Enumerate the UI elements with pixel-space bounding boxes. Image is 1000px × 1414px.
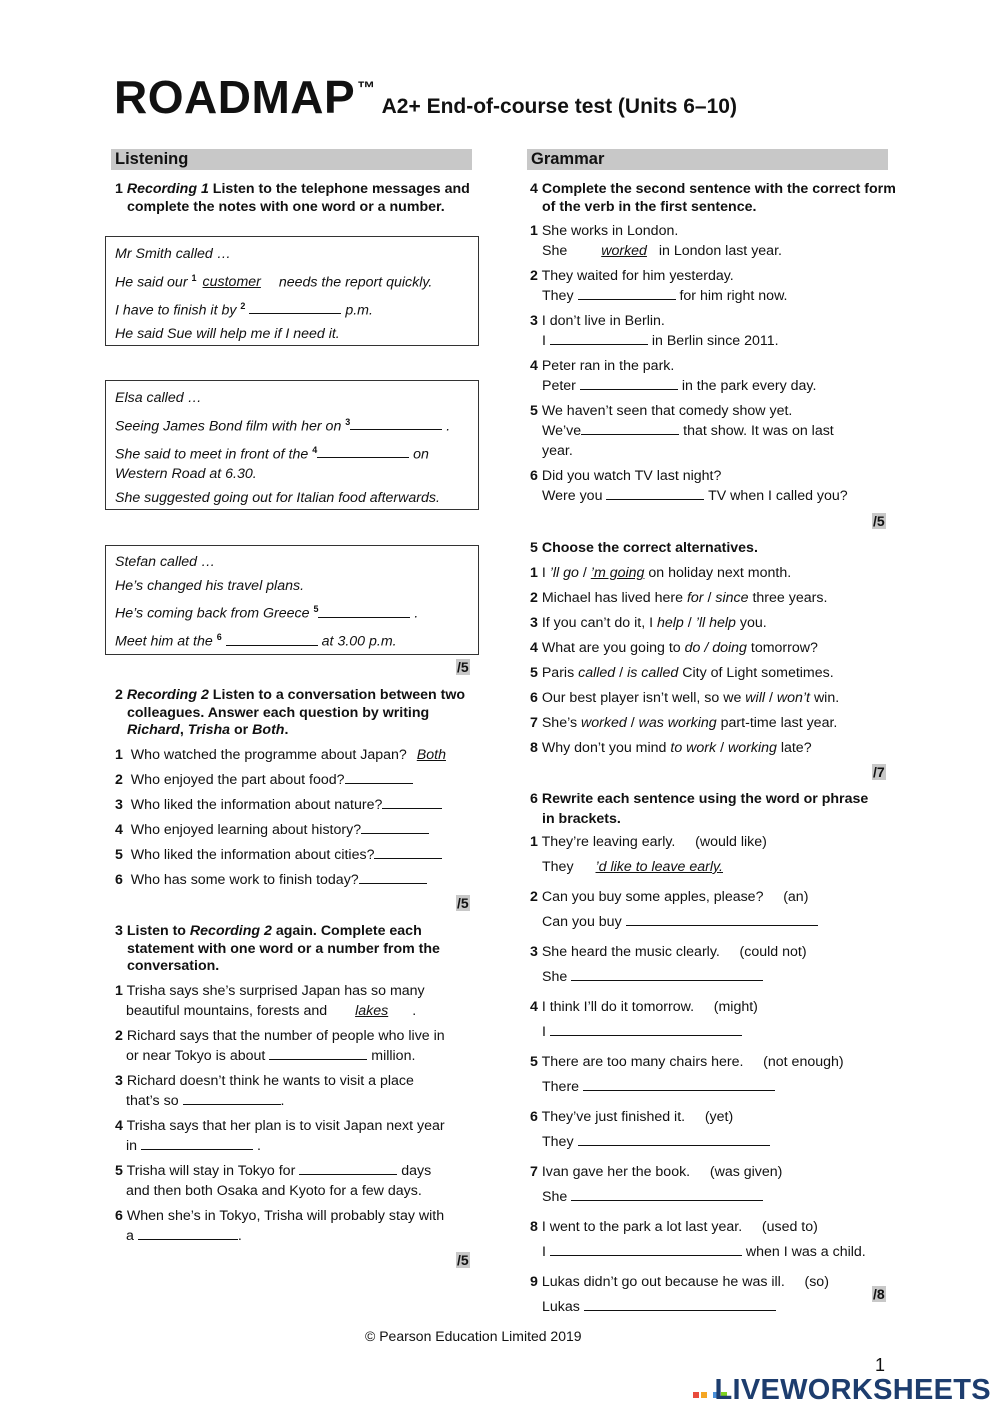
q5-list (530, 563, 890, 763)
list-item: 6 When she’s in Tokyo, Trisha will probably stay with a . (115, 1208, 445, 1244)
answer-blank-4[interactable] (317, 444, 409, 458)
list-item: 1 I ’ll go / ’m going on holiday next month. (530, 565, 792, 581)
message-box-mr-smith: Mr Smith called … He said our $^1$ customer needs the report quickly. I have to finish it by $^2$ p.m. He said Sue will help me if I need it. (105, 236, 479, 346)
liveworksheets-watermark: LIVEWORKSHEETS (692, 1374, 991, 1407)
q3-score: /5 (457, 1252, 469, 1268)
list-item: 8 I went to the park a lot last year. (used to) I when I was a child. (530, 1219, 866, 1260)
q4-instruction: 4 Complete the second sentence with the correct form of the verb in the first sentence. (530, 181, 896, 215)
q4-score: /5 (873, 513, 885, 529)
q2-score: /5 (457, 895, 469, 911)
q6-instruction: 6 Rewrite each sentence using the word or phrase in brackets. (530, 791, 869, 827)
page-title (114, 70, 737, 124)
list-item: 4 I think I’ll do it tomorrow. (might) I (530, 999, 758, 1040)
list-item: 4 Peter ran in the park. Peter in the park every day. (530, 358, 817, 394)
list-item: 2 Can you buy some apples, please? (an) Can you buy (530, 887, 890, 937)
list-item: 4 What are you going to do / doing tomorrow? (530, 640, 818, 656)
list-item: 6 Did you watch TV last night? Were you TV when I called you? (530, 468, 848, 504)
q2-list (115, 745, 475, 895)
list-item: 2 They waited for him yesterday. They for him right now. (530, 268, 788, 304)
answer-blank-5[interactable] (318, 604, 410, 618)
page-number: 1 (875, 1355, 886, 1375)
list-item: 1 Who watched the programme about Japan? Both (115, 747, 446, 763)
list-item: 6 They’ve just finished it. (yet) They (530, 1107, 890, 1157)
q5-instruction: 5 Choose the correct alternatives. (530, 540, 758, 556)
list-item: 3 Richard doesn’t think he wants to visit a place that’s so . (115, 1073, 414, 1109)
list-item: 1 Trisha says she’s surprised Japan has so many beautiful mountains, forests and lakes . (115, 983, 425, 1019)
list-item: 8 Why don’t you mind to work / working late? (530, 740, 812, 756)
message-box-elsa: Elsa called … Seeing James Bond film with her on $^3$ . She said to meet in front of the $^4$ on Western Road at 6.30. She suggested going out for Italian food afterwards. (105, 380, 479, 510)
q5-score: /7 (873, 764, 885, 780)
list-item: 2 Who enjoyed the part about food? (115, 770, 475, 790)
answer-example: customer (202, 274, 261, 291)
trademark: ™ (357, 78, 376, 98)
list-item: 4 Who enjoyed learning about history? (115, 820, 475, 840)
q2-instruction: 2 Recording 2 Listen to a conversation between two colleagues. Answer each question by writing Richard, Trisha or Both. (115, 687, 466, 738)
list-item: 2 Michael has lived here for / since three years. (530, 590, 828, 606)
list-item: 6 Our best player isn’t well, so we will / won’t win. (530, 690, 840, 706)
answer-blank-6[interactable] (226, 632, 318, 646)
list-item: 9 Lukas didn’t go out because he was ill. (so) Lukas (530, 1274, 829, 1315)
answer-blank-3[interactable] (350, 416, 442, 430)
message-box-stefan: Stefan called … He’s changed his travel plans. He’s coming back from Greece $^5$ . Meet him at the $^6$ at 3.00 p.m. (105, 545, 479, 655)
list-item: 1 She works in London. She worked in London last year. (530, 223, 782, 259)
list-item: 5 We haven’t seen that comedy show yet. We’ve that show. It was on last year. (530, 403, 834, 459)
q3-instruction: 3 Listen to Recording 2 again. Complete each statement with one word or a number from the conversation. (115, 923, 440, 974)
grammar-heading: Grammar (527, 149, 888, 170)
q6-list (530, 832, 890, 1327)
list-item: 5 Trisha will stay in Tokyo for days and then both Osaka and Kyoto for a few days. (115, 1163, 432, 1199)
liveworksheets-logo-icon (692, 1391, 710, 1399)
list-item: 5 There are too many chairs here. (not enough) There (530, 1054, 844, 1095)
listening-heading: Listening (111, 149, 472, 170)
list-item: 3 If you can’t do it, I help / ’ll help you. (530, 615, 767, 631)
list-item: 1 They’re leaving early. (would like) They ’d like to leave early. (530, 834, 767, 875)
copyright: © Pearson Education Limited 2019 (365, 1328, 582, 1344)
list-item: 7 She’s worked / was working part-time last year. (530, 715, 838, 731)
brand-name: ROADMAP (114, 71, 356, 123)
q1-instruction: 1 Recording 1 Listen to the telephone messages and complete the notes with one word or a number. (115, 181, 470, 215)
list-item: 7 Ivan gave her the book. (was given) She (530, 1164, 783, 1205)
list-item: 2 Richard says that the number of people who live in or near Tokyo is about million. (115, 1028, 445, 1064)
list-item: 5 Who liked the information about cities? (115, 845, 475, 865)
answer-blank-2[interactable] (249, 300, 341, 314)
q4-list (530, 221, 890, 511)
q1-score: /5 (457, 659, 469, 675)
list-item: 3 She heard the music clearly. (could not) She (530, 944, 807, 985)
test-subtitle: A2+ End-of-course test (Units 6–10) (381, 95, 737, 118)
list-item: 5 Paris called / is called City of Light sometimes. (530, 665, 834, 681)
list-item: 3 I don’t live in Berlin. I in Berlin since 2011. (530, 313, 779, 349)
list-item: 4 Trisha says that her plan is to visit Japan next year in . (115, 1118, 445, 1154)
q6-score: /8 (873, 1286, 885, 1302)
list-item: 6 Who has some work to finish today? (115, 870, 475, 890)
list-item: 3 Who liked the information about nature? (115, 795, 475, 815)
q3-list (115, 981, 475, 1251)
